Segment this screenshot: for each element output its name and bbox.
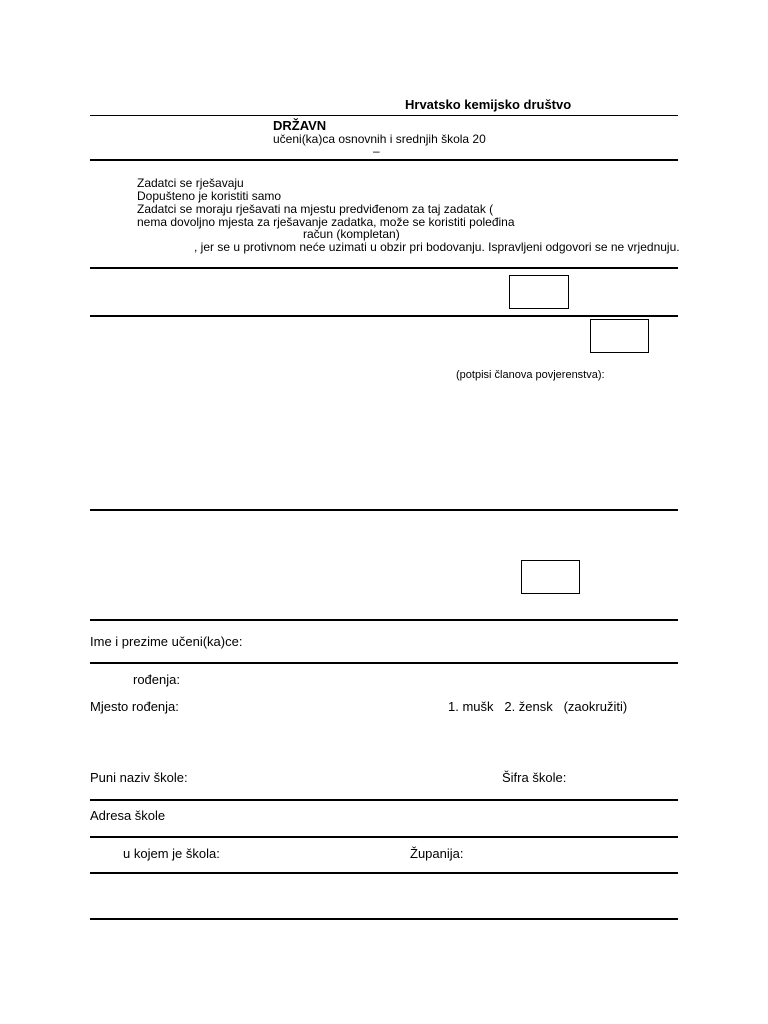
county-label: Županija: [410,846,464,861]
section-divider [90,509,678,511]
instruction-line: Zadatci se rješavaju [137,176,244,190]
code-entry-box-2[interactable] [521,560,580,594]
header-divider [90,115,678,116]
birth-place-label: Mjesto rođenja: [90,699,179,714]
instruction-line: Dopušteno je koristiti samo [137,189,282,203]
competition-title: DRŽAVN [273,118,327,133]
section-divider [90,159,678,161]
section-divider [90,799,678,801]
birth-date-label: rođenja: [133,672,180,687]
school-code-label: Šifra škole: [502,770,567,785]
instruction-line: Zadatci se moraju rješavati na mjestu predviđenom za taj zadatak ( [137,202,494,216]
student-name-label: Ime i prezime učeni(ka)ce: [90,634,243,649]
section-divider [90,315,678,317]
section-divider [90,267,678,269]
signatures-label: (potpisi članova povjerenstva): [456,369,605,381]
organization-name: Hrvatsko kemijsko društvo [405,97,572,112]
points-entry-box[interactable] [590,319,649,353]
instruction-line: račun (kompletan) [303,227,400,241]
section-divider [90,836,678,838]
section-divider [90,662,678,664]
school-name-label: Puni naziv škole: [90,770,188,785]
code-entry-box[interactable] [509,275,569,309]
gender-options: 1. mušk 2. žensk (zaokružiti) [448,699,628,714]
section-divider [90,872,678,874]
school-city-label: u kojem je škola: [123,846,220,861]
subtitle-dash: – [373,144,380,158]
section-divider [90,619,678,621]
instruction-line: nema dovoljno mjesta za rješavanje zadatka, može se koristiti poleđina [137,215,515,229]
section-divider [90,918,678,920]
competition-subtitle: učeni(ka)ca osnovnih i srednjih škola 20 [273,132,486,146]
school-address-label: Adresa škole [90,808,166,823]
instruction-line: , jer se u protivnom neće uzimati u obzir pri bodovanju. Ispravljeni odgovori se ne vrjednuju. [194,240,680,254]
